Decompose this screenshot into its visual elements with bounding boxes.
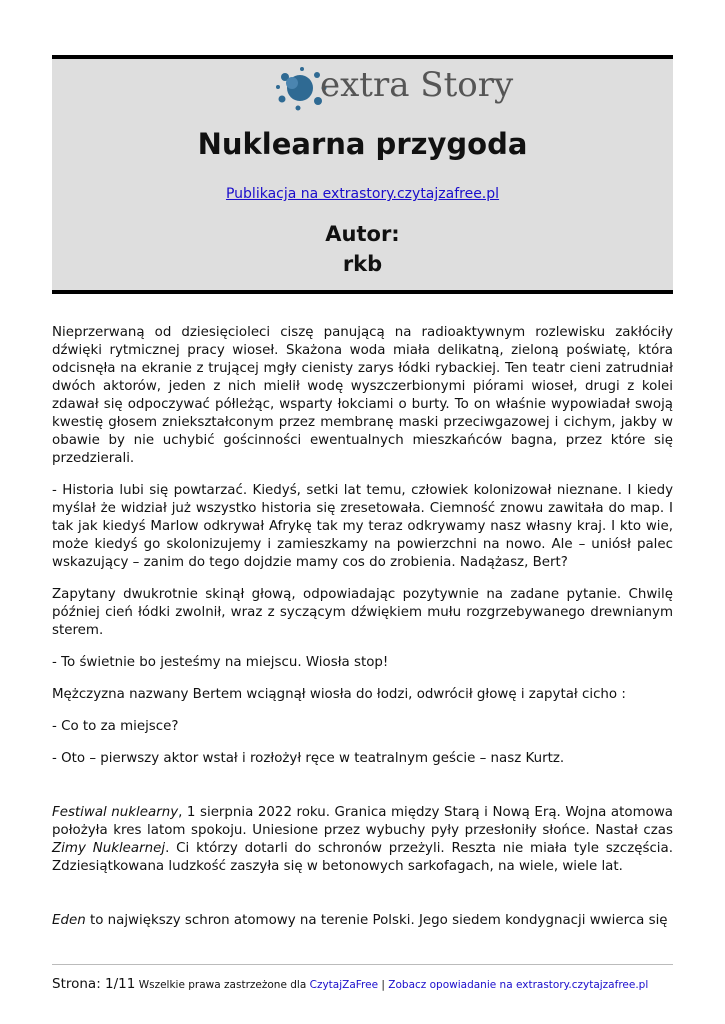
author-label: Autor:	[325, 222, 400, 246]
page-footer	[52, 976, 692, 992]
czytajzafree-link[interactable]: CzytajZaFree	[309, 979, 379, 991]
rights-text: Wszelkie prawa zastrzeżone dla	[138, 979, 307, 991]
paragraph-8-text-2: . Ci którzy dotarli do schronów przeżyli. Reszta nie miała tyle szczęścia. Zdziesiątkowana ludzkość zaszyła się w betonowych sarkofagach, na wiele, wiele lat.	[52, 841, 673, 874]
paragraph-4: - To świetnie bo jesteśmy na miejscu. Wiosła stop!	[52, 655, 389, 670]
footer-separator: |	[381, 979, 385, 991]
story-body	[52, 324, 673, 944]
publication-link[interactable]: Publikacja na extrastory.czytajzafree.pl	[225, 186, 500, 202]
spacer	[52, 890, 673, 912]
paragraph-1: Nieprzerwaną od dziesięcioleci ciszę panującą na radioaktywnym rozlewisku zakłóciły dźwięki rytmicznej pracy wioseł. Skażona woda miała delikatną, zieloną poświatę, która odcisnęła na ekranie z trującej mgły cienisty zarys łódki rybackiej. Ten teatr cieni zatrudniał dwóch aktorów, jeden z nich mielił wodę wyszczerbionymi piórami wioseł, drugi z kolei zdawał się odpoczywać półleżąc, wsparty łokciami o burty. To on właśnie wypowiadał swoją kwestię głosem zniekształconym przez membranę maski przeciwgazowej i cichym, jakby w obawie by nie uchybić gościnności ewentualnych mieszkańców bagna, przez które się przedzierali.	[52, 325, 673, 466]
italic-eden: Eden	[52, 913, 86, 928]
paragraph-8-text-1: , 1 sierpnia 2022 roku. Granica między Starą i Nową Erą. Wojna atomowa położyła kres latom spokoju. Uniesione przez wybuchy pyły przesłoniły słońce. Nastał czas	[52, 805, 673, 838]
paragraph-9	[52, 912, 673, 930]
spacer	[52, 782, 673, 804]
extra-story-logo	[270, 63, 514, 113]
paragraph-7: - Oto – pierwszy aktor wstał i rozłożył ręce w teatralnym geście – nasz Kurtz.	[52, 751, 565, 766]
logo-text: extra Story	[320, 65, 514, 105]
paragraph-6: - Co to za miejsce?	[52, 719, 179, 734]
page-number: Strona: 1/11	[52, 976, 136, 992]
footer-divider	[52, 964, 673, 965]
story-title: Nuklearna przygoda	[197, 127, 528, 161]
italic-festival: Festiwal nuklearny	[52, 805, 179, 820]
document-header	[52, 55, 673, 294]
paragraph-9-text: to największy schron atomowy na terenie Polski. Jego siedem kondygnacji wwierca się	[85, 913, 668, 928]
paragraph-2: - Historia lubi się powtarzać. Kiedyś, setki lat temu, człowiek kolonizował nieznane. I kiedy myślał że widział już wszystko historia się zresetowała. Ciemność znowu zawitała do map. I tak jak kiedyś Marlow odkrywał Afrykę tak my teraz odkrywamy nasz własny kraj. I kto wie, może kiedyś go skolonizujemy i zamieszkamy na powierzchni na nowo. Ale – uniósł palec wskazujący – zanim do tego dojdzie mamy cos do zrobienia. Nadążasz, Bert?	[52, 483, 673, 570]
paragraph-3: Zapytany dwukrotnie skinął głową, odpowiadając pozytywnie na zadane pytanie. Chwilę później cień łódki zwolnił, wraz z syczącym dźwiękiem mułu rozgrzebywanego drewnianym sterem.	[52, 587, 673, 638]
italic-zima: Zimy Nuklearnej	[52, 841, 166, 856]
story-link[interactable]: Zobacz opowiadanie na extrastory.czytajzafree.pl	[388, 979, 649, 991]
paragraph-8	[52, 804, 673, 876]
paragraph-5: Mężczyzna nazwany Bertem wciągnął wiosła do łodzi, odwrócił głowę i zapytał cicho :	[52, 687, 626, 702]
author-name: rkb	[342, 252, 383, 276]
